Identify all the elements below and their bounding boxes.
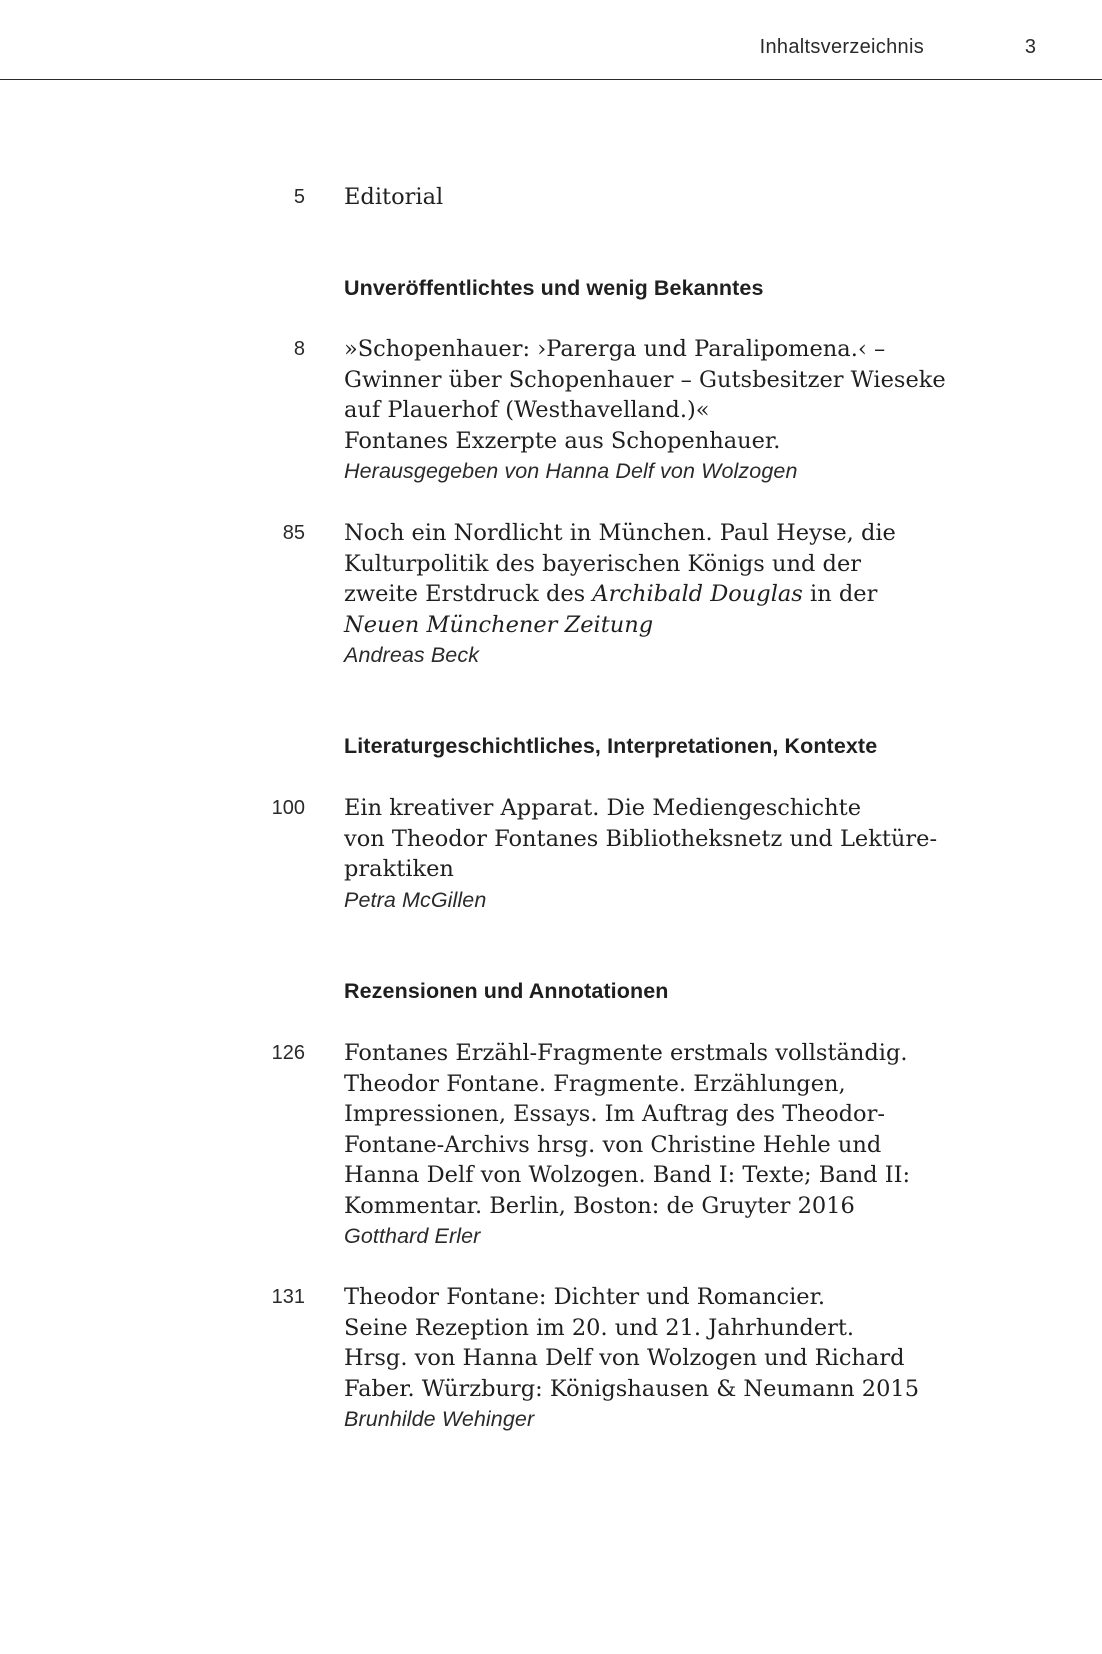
toc-entry-title-line: Ein kreativer Apparat. Die Mediengeschichte xyxy=(344,795,862,821)
toc-entry-title-line: »Schopenhauer: ›Parerga und Paralipomena.‹ – xyxy=(344,336,886,362)
toc-entry-author: Gotthard Erler xyxy=(344,1224,481,1248)
toc-entry-title-line: von Theodor Fontanes Bibliotheksnetz und Lektüre- xyxy=(344,825,938,852)
section-heading: Literaturgeschichtliches, Interpretationen, Kontexte xyxy=(344,734,878,758)
toc-entry-title-line: Theodor Fontane. Fragmente. Erzählungen, xyxy=(344,1070,846,1097)
toc-entry-title-line: Hanna Delf von Wolzogen. Band I: Texte; Band II: xyxy=(344,1162,911,1188)
toc-entry-author: Herausgegeben von Hanna Delf von Wolzogen xyxy=(344,459,798,483)
toc-entry-title-line: Gwinner über Schopenhauer – Gutsbesitzer Wieseke xyxy=(344,366,946,393)
toc-entry-page-number: 131 xyxy=(271,1286,305,1308)
toc-entry-page-number: 8 xyxy=(293,338,305,360)
running-header xyxy=(0,0,1102,80)
toc-entry-work-title: Neuen Münchener Zeitung xyxy=(344,611,654,638)
toc-entry-page-number: 85 xyxy=(282,522,305,544)
toc-entry-title: Editorial xyxy=(344,184,444,210)
toc-entry-title-line: auf Plauerhof (Westhavelland.)« xyxy=(344,397,710,423)
section-heading: Unveröffentlichtes und wenig Bekanntes xyxy=(344,276,764,300)
toc-entry-page-number: 126 xyxy=(271,1042,305,1064)
toc-entry-title-line: Theodor Fontane: Dichter und Romancier. xyxy=(344,1284,826,1310)
toc-entry-title-line: Fontane-Archivs hrsg. von Christine Hehle und xyxy=(344,1131,882,1158)
toc-entry-title-line xyxy=(344,579,984,610)
toc-entry-title-line: Seine Rezeption im 20. und 21. Jahrhundert. xyxy=(344,1314,855,1341)
toc-entry-title-line: praktiken xyxy=(344,856,454,882)
toc-entry-title-line: Fontanes Exzerpte aus Schopenhauer. xyxy=(344,427,781,454)
toc-entry-text: zweite Erstdruck des xyxy=(344,581,593,607)
toc-entry-title-line: Noch ein Nordlicht in München. Paul Heyse, die xyxy=(344,520,896,546)
running-header-page-number: 3 xyxy=(1024,36,1036,58)
toc-entry-title-line xyxy=(344,610,984,641)
running-header-title: Inhaltsverzeichnis xyxy=(759,36,924,58)
toc-entry-title-line: Hrsg. von Hanna Delf von Wolzogen und Richard xyxy=(344,1345,905,1371)
section-heading: Rezensionen und Annotationen xyxy=(344,979,669,1003)
toc-entry-author: Brunhilde Wehinger xyxy=(344,1407,535,1431)
toc-entry-title-line: Faber. Würzburg: Königshausen & Neumann 2015 xyxy=(344,1375,920,1402)
toc-entry-page-number: 100 xyxy=(271,797,305,819)
toc-entry-author: Petra McGillen xyxy=(344,887,487,912)
toc-entry-title-line: Kommentar. Berlin, Boston: de Gruyter 2016 xyxy=(344,1192,855,1219)
toc-entry-title-line: Kulturpolitik des bayerischen Königs und der xyxy=(344,550,862,577)
toc-entry-page-number: 5 xyxy=(293,186,305,208)
toc-entry-title-line: Fontanes Erzähl-Fragmente erstmals vollständig. xyxy=(344,1040,908,1066)
toc-entry-text: in der xyxy=(802,581,878,607)
toc-entry-title-line: Impressionen, Essays. Im Auftrag des Theodor- xyxy=(344,1101,885,1127)
toc-entry-work-title: Archibald Douglas xyxy=(592,581,803,607)
toc-entry-author: Andreas Beck xyxy=(344,643,480,667)
